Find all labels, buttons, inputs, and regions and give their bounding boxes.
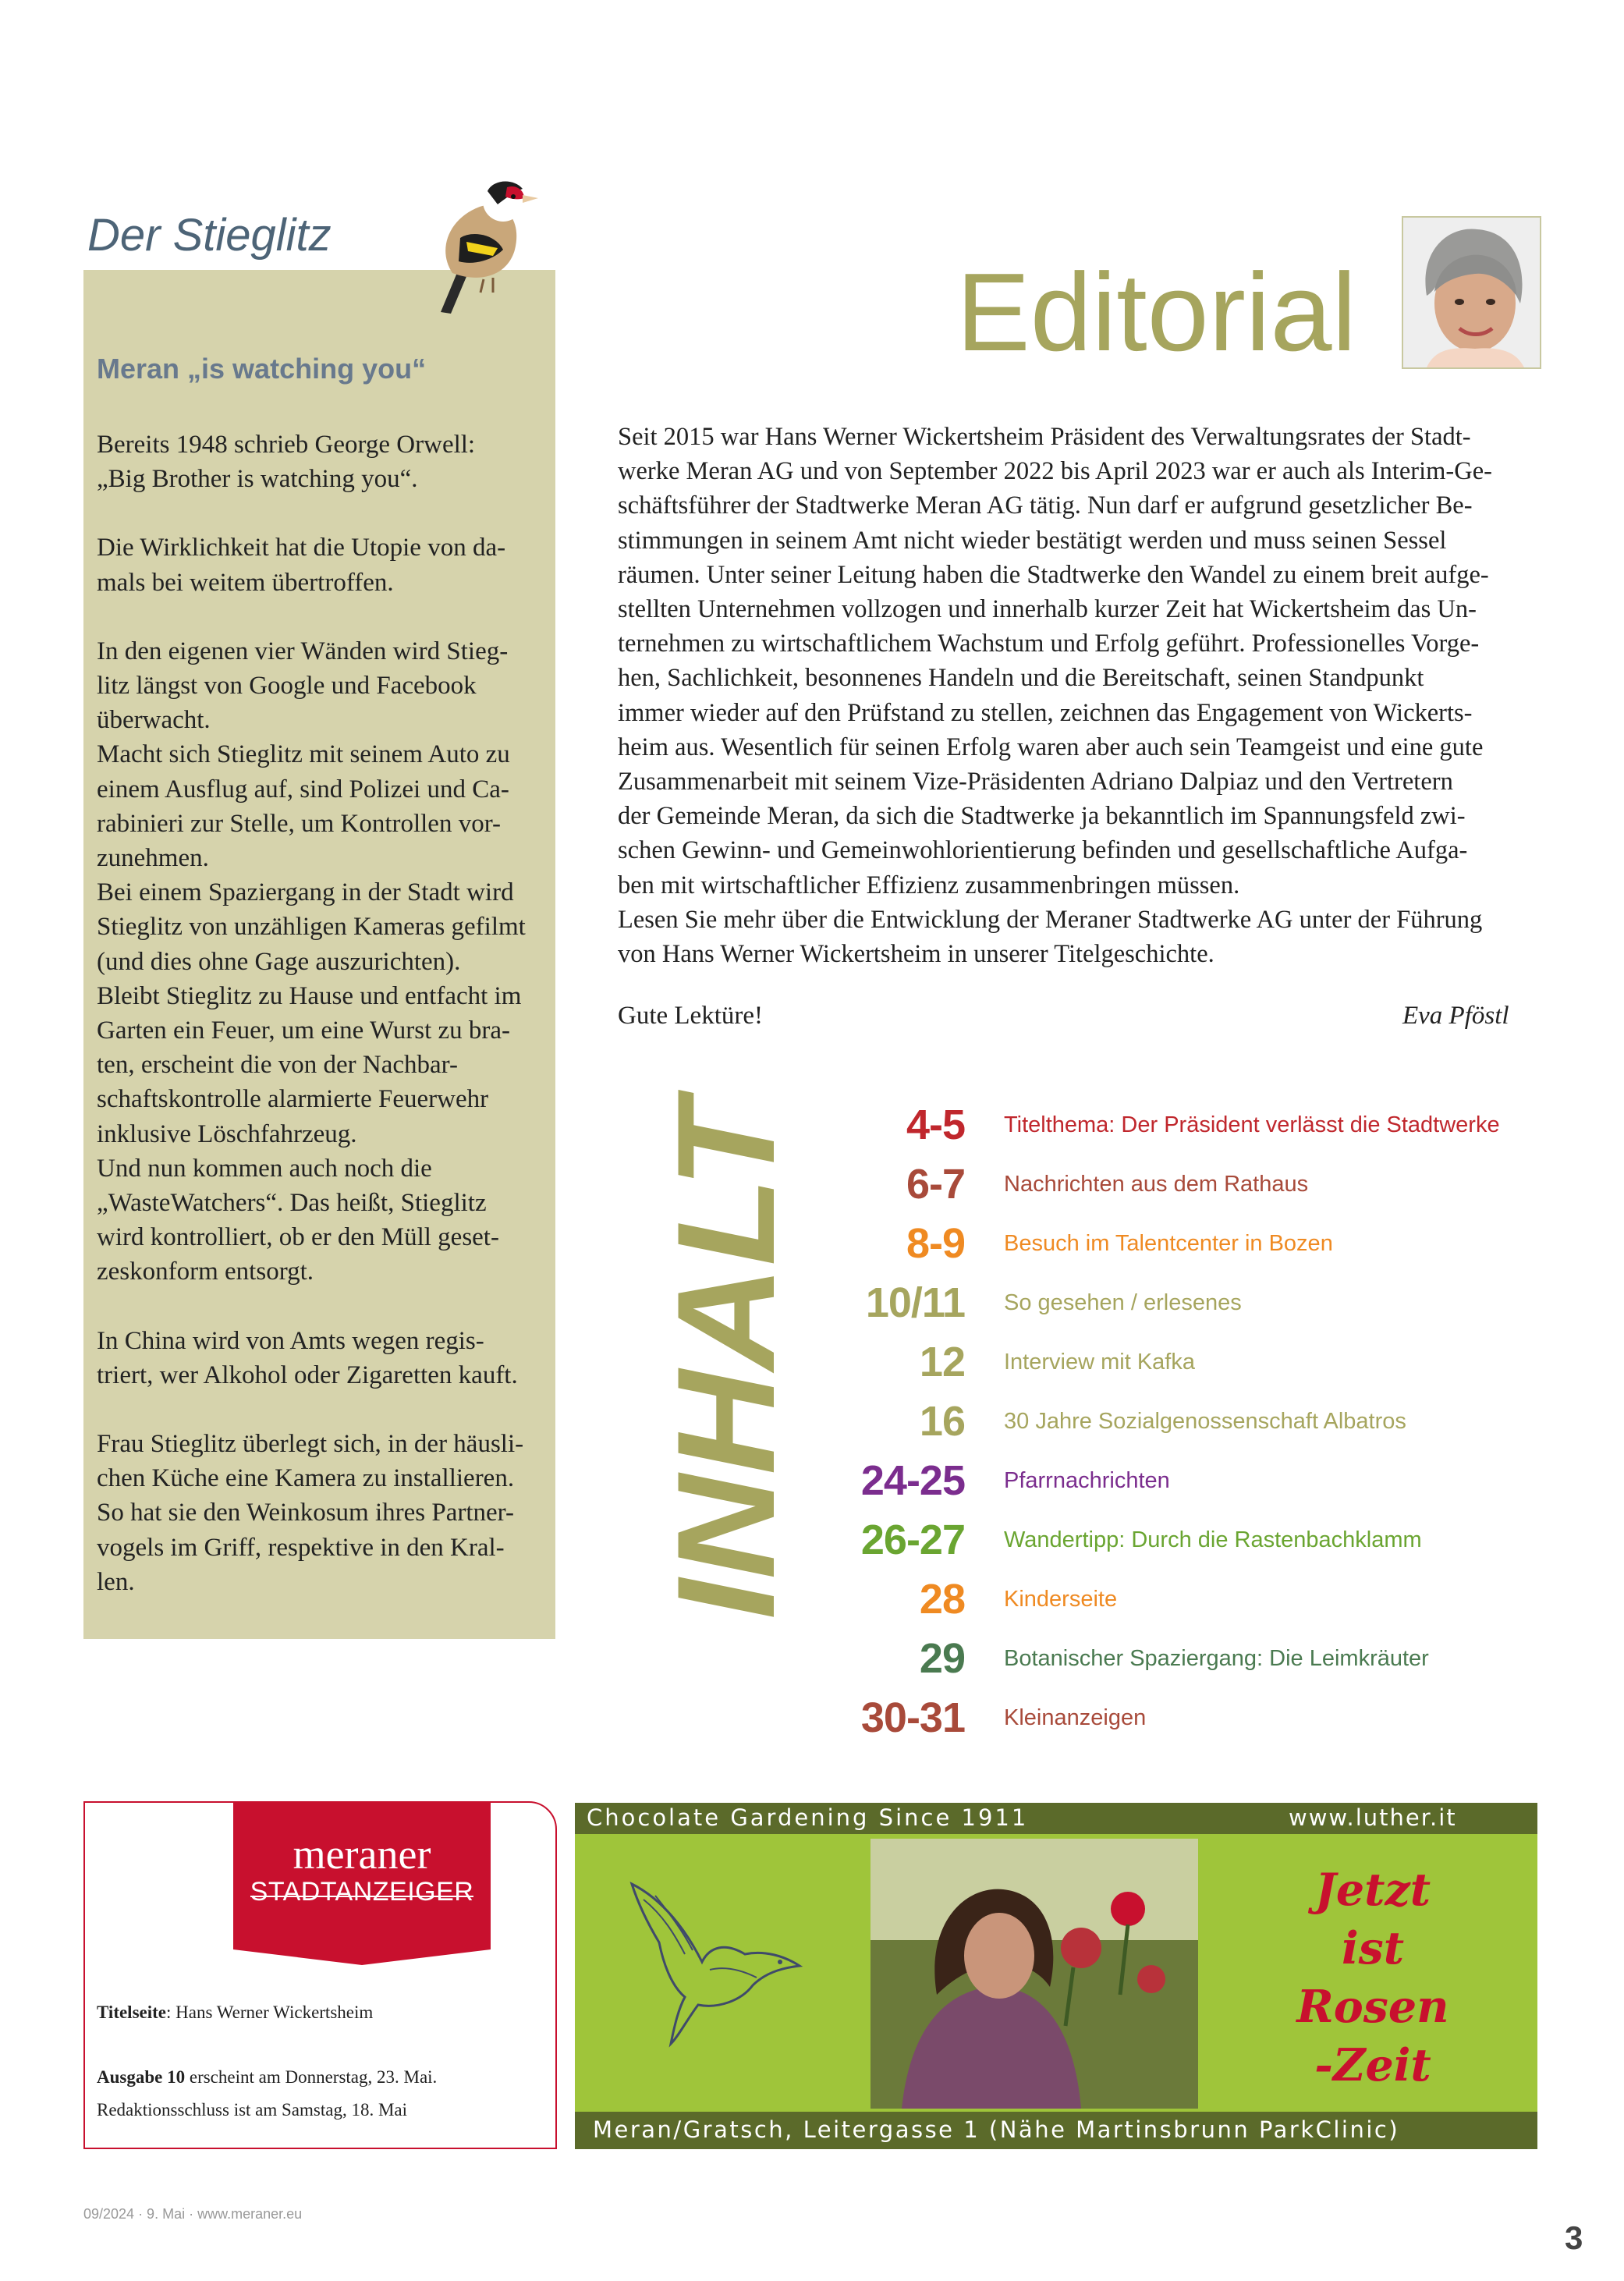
text-line: In China wird von Amts wegen regis- [97,1326,484,1355]
text-line: ten, erscheint die von der Nachbar- [97,1051,458,1080]
text-line: Lesen Sie mehr über die Entwicklung der Meraner Stadtwerke AG unter der Führung [618,905,1483,934]
issue-label: Ausgabe 10 [97,2067,186,2087]
toc-entry-link[interactable]: Botanischer Spaziergang: Die Leimkräuter [1004,1646,1429,1671]
ad-url-link[interactable]: www.luther.it [1289,1804,1457,1831]
cover-value: : Hans Werner Wickertsheim [166,2003,374,2022]
stieglitz-title: Der Stieglitz [87,210,332,261]
toc-entry-link[interactable]: So gesehen / erlesenes [1004,1290,1242,1315]
deadline-info: Redaktionsschluss ist am Samstag, 18. Mai [97,2100,408,2120]
page-number: 3 [1565,2219,1583,2256]
slogan-line: ist [1341,1922,1405,1974]
toc-entry-link[interactable]: Kleinanzeigen [1004,1705,1147,1730]
text-line: Die Wirklichkeit hat die Utopie von da- [97,534,506,562]
issue-value: erscheint am Donnerstag, 23. Mai. [185,2067,438,2087]
inhalt-title-text: INHALT [648,1120,803,1619]
text-line: Frau Stieglitz überlegt sich, in der häusli- [97,1430,524,1459]
text-line: inklusive Löschfahrzeug. [97,1119,357,1148]
text-line: heim aus. Wesentlich für seinen Erfolg waren aber auch sein Teamgeist und eine gute [618,733,1484,761]
stieglitz-heading: Meran „is watching you“ [97,353,427,385]
text-line: Und nun kommen auch noch die [97,1154,432,1183]
toc-page-number: 8-9 [906,1220,965,1267]
ad-address: Meran/Gratsch, Leitergasse 1 (Nähe Martinsbrunn ParkClinic) [593,2116,1400,2143]
text-line: Garten ein Feuer, um eine Wurst zu bra- [97,1016,511,1045]
text-line: triert, wer Alkohol oder Zigaretten kauft. [97,1360,518,1389]
editorial-greeting: Gute Lektüre! [618,1002,763,1030]
editorial-paragraph [618,420,1537,971]
stieglitz-body [97,427,541,1599]
text-line: Macht sich Stieglitz mit seinem Auto zu [97,740,510,769]
editorial-signature: Eva Pföstl [1402,1002,1509,1030]
text-line: vogels im Griff, respektive in den Kral- [97,1533,505,1562]
text-line: litz längst von Google und Facebook [97,672,477,701]
text-line: zunehmen. [97,844,209,873]
text-line: Bleibt Stieglitz zu Hause und entfacht im [97,981,522,1010]
text-line: In den eigenen vier Wänden wird Stieg- [97,637,509,665]
text-line: ben mit wirtschaftlicher Effizienz zusammenbringen müssen. [618,871,1240,899]
cover-credit [97,2003,373,2023]
text-line: chen Küche eine Kamera zu installieren. [97,1464,515,1493]
ad-tagline: Chocolate Gardening Since 1911 [587,1804,1029,1831]
text-line: wird kontrolliert, ob er den Müll geset- [97,1223,499,1252]
footer-issue-info: 09/2024 · 9. Mai · www.meraner.eu [83,2206,303,2222]
toc-entry-link[interactable]: Interview mit Kafka [1004,1350,1195,1375]
text-line: Zusammenarbeit mit seinem Vize-Präsidenten Adriano Dalpiaz und den Vertretern [618,768,1453,796]
text-line: immer wieder auf den Prüfstand zu stellen, zeichnen das Engagement von Wickerts- [618,698,1473,727]
toc-page-number: 24-25 [860,1457,965,1504]
text-line: einem Ausflug auf, sind Polizei und Ca- [97,775,509,803]
text-line: Stieglitz von unzähligen Kameras gefilmt [97,913,526,942]
text-line: werke Meran AG und von September 2022 bis April 2023 war er auch als Interim-Ge- [618,457,1492,486]
logo-subtitle: STADTANZEIGER [250,1877,474,1907]
author-photo [1402,216,1541,369]
stieglitz-paragraph [97,530,541,599]
text-line: stimmungen in seinem Amt nicht wieder bestätigt werden und muss seinen Sessel [618,526,1447,555]
toc-entry-link[interactable]: Pfarrnachrichten [1004,1468,1170,1493]
slogan-line: Rosen [1296,1981,1449,2033]
text-line: Bereits 1948 schrieb George Orwell: [97,431,476,459]
toc-entry-link[interactable]: Wandertipp: Durch die Rastenbachklamm [1004,1527,1422,1552]
toc-page-number: 29 [919,1635,965,1682]
text-line: schen Gewinn- und Gemeinwohlorientierung befinden und gesellschaftliche Aufga- [618,836,1468,865]
text-line: ternehmen zu wirtschaftlichem Wachstum und Erfolg geführt. Professionelles Vorge- [618,630,1480,658]
text-line: „WasteWatchers“. Das heißt, Stieglitz [97,1189,487,1218]
toc-entry-link[interactable]: Titelthema: Der Präsident verlässt die Stadtwerke [1004,1112,1500,1137]
toc-entry-link[interactable]: Nachrichten aus dem Rathaus [1004,1172,1309,1197]
rose-woman-photo [871,1839,1198,2109]
text-line: überwacht. [97,706,211,735]
editorial-body [618,420,1537,971]
ad-slogan [1248,1861,1498,2095]
slogan-line: Jetzt [1314,1864,1431,1916]
issue-info [97,2067,437,2088]
toc-entry-link[interactable]: 30 Jahre Sozialgenossenschaft Albatros [1004,1409,1406,1434]
stieglitz-paragraph [97,1427,541,1599]
text-line: „Big Brother is watching you“. [97,465,418,494]
toc-page-number: 16 [919,1398,965,1445]
toc-page-number: 30-31 [860,1694,965,1741]
text-line: So hat sie den Weinkosum ihres Partner- [97,1499,514,1527]
stieglitz-paragraph [97,427,541,496]
toc-entry-link[interactable]: Kinderseite [1004,1587,1118,1612]
cover-label: Titelseite [97,2003,166,2022]
toc-page-number: 10/11 [865,1279,965,1326]
logo-title: meraner [293,1831,431,1878]
text-line: len. [97,1567,135,1596]
text-line: (und dies ohne Gage auszurichten). [97,947,461,976]
text-line: der Gemeinde Meran, da sich die Stadtwerke ja bekanntlich im Spannungsfeld zwi- [618,802,1466,831]
text-line: mals bei weitem übertroffen. [97,568,394,597]
editorial-title: Editorial [956,250,1357,374]
text-line: stellten Unternehmen vollzogen und innerhalb kurzer Zeit hat Wickertsheim das Un- [618,595,1477,624]
bird-drawing-icon [616,1868,811,2048]
text-line: rabinieri zur Stelle, um Kontrollen vor- [97,809,502,838]
toc-page-number: 26-27 [860,1517,965,1563]
toc-page-number: 4-5 [906,1101,965,1148]
toc-entry-link[interactable]: Besuch im Talentcenter in Bozen [1004,1231,1333,1256]
inhalt-vertical-title [648,1095,803,1619]
goldfinch-icon [406,164,546,320]
text-line: schaftskontrolle alarmierte Feuerwehr [97,1085,489,1114]
text-line: schäftsführer der Stadtwerke Meran AG tätig. Nun darf er aufgrund gesetzlicher Be- [618,491,1473,520]
text-line: räumen. Unter seiner Leitung haben die Stadtwerke den Wandel zu einem breit aufge- [618,560,1489,589]
text-line: Bei einem Spaziergang in der Stadt wird [97,878,514,907]
text-line: von Hans Werner Wickertsheim in unserer Titelgeschichte. [618,940,1214,969]
toc-page-number: 6-7 [906,1161,965,1208]
slogan-line: -Zeit [1314,2039,1431,2091]
stieglitz-paragraph [97,1324,541,1392]
text-line: zeskonform entsorgt. [97,1258,314,1286]
toc-page-number: 28 [919,1576,965,1623]
toc-page-number: 12 [919,1339,965,1385]
text-line: Seit 2015 war Hans Werner Wickertsheim Präsident des Verwaltungsrates der Stadt- [618,423,1471,451]
stieglitz-paragraph [97,634,541,1289]
text-line: hen, Sachlichkeit, besonnenes Handeln und die Bereitschaft, seinen Standpunkt [618,664,1424,693]
